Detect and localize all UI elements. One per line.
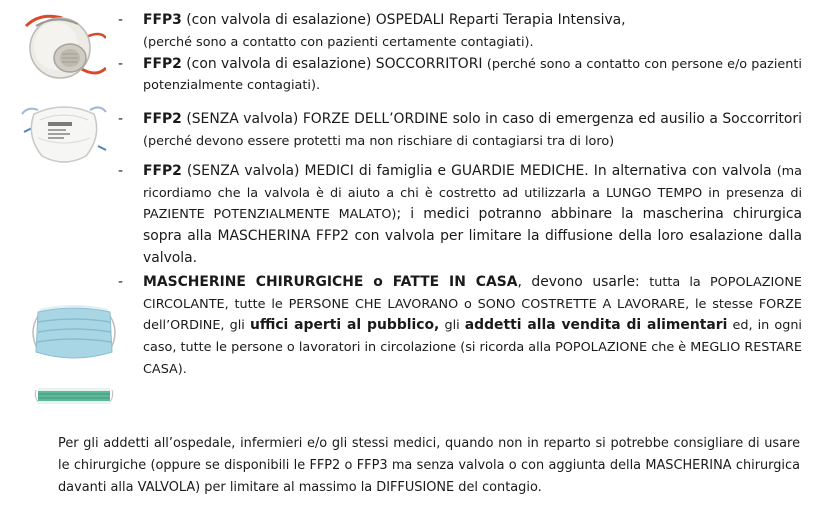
item-note-end: ed, in ogni caso, tutte le persone o lavoratori in circolazione (si ricorda alla POPOLAZIONE che è MEGLIO RESTARE CASA). (143, 318, 802, 377)
list-item-ffp2-valve (118, 54, 802, 98)
surgical-mask-folded-icon (34, 380, 114, 410)
item-text (143, 109, 802, 153)
item-note: tutta la POPOLAZIONE CIRCOLANTE, tutte le PERSONE CHE LAVORANO o SONO COSTRETTE A LAVORARE, le stesse FORZE dell’ORDINE, gli (143, 274, 802, 334)
item-note: (perché devono essere protetti ma non rischiare di contagiarsi tra di loro) (143, 133, 615, 149)
bullet-dash: - (118, 162, 124, 179)
highlight-offices: uffici aperti al pubblico, (249, 317, 440, 334)
mask-type: FFP3 (143, 12, 182, 28)
mask-type: FFP2 (143, 55, 182, 72)
mask-guideline-list (118, 10, 802, 381)
list-item-ffp3 (118, 10, 802, 54)
bullet-dash: - (118, 55, 124, 72)
list-item-ffp2-no-valve-police (118, 109, 802, 153)
item-description: , devono usarle: (517, 273, 650, 290)
item-description: (con valvola di esalazione) OSPEDALI Reparti Terapia Intensiva, (181, 12, 626, 28)
list-item-surgical-masks (118, 272, 802, 381)
bullet-dash: - (118, 273, 124, 290)
ffp3-respirator-with-valve-icon (22, 8, 106, 86)
item-description: (SENZA valvola) FORZE DELL’ORDINE solo in caso di emergenza ed ausilio a Soccorritori (181, 111, 802, 128)
item-note: (perché sono a contatto con persone e/o pazienti potenzialmente contagiati). (143, 56, 802, 94)
item-description-continued: ; i medici potranno abbinare la mascherina chirurgica sopra alla MASCHERINA FFP2 con valvola per limitare la diffusione della loro esalazione dalla valvola. (143, 206, 802, 266)
item-description: (con valvola di esalazione) SOCCORRITORI (181, 55, 487, 72)
bullet-dash: - (118, 12, 124, 28)
mask-type: MASCHERINE CHIRURGICHE o FATTE IN CASA (143, 273, 518, 290)
item-note: (ma ricordiamo che la valvola è di aiuto a chi è costretto ad utilizzarla a LUNGO TEMPO in presenza di PAZIENTE POTENZIALMENTE MALATO) (143, 163, 802, 223)
footer-note: Per gli addetti all’ospedale, infermieri e/o gli stessi medici, quando non in reparto si potrebbe consigliare di usare le chirurgiche (oppure se disponibili le FFP2 o FFP3 ma senza valvola o con aggiunta della MASCHERINA chirurgica davanti alla VALVOLA) per limitare al massimo la DIFFUSIONE del contagio. (58, 436, 800, 495)
mask-type: FFP2 (143, 111, 182, 128)
item-text (143, 161, 802, 270)
item-note-continued: gli (439, 318, 465, 334)
list-item-ffp2-no-valve-doctors (118, 161, 802, 270)
ffp2-respirator-icon (20, 98, 108, 166)
item-text (143, 10, 802, 54)
item-text (143, 54, 802, 98)
highlight-food-sellers: addetti alla vendita di alimentari (464, 317, 728, 334)
surgical-mask-icon (28, 302, 120, 364)
item-text (143, 272, 802, 381)
item-description: (SENZA valvola) MEDICI di famiglia e GUARDIE MEDICHE. In alternativa con valvola (181, 162, 777, 179)
bullet-dash: - (118, 111, 124, 128)
item-note: (perché sono a contatto con pazienti certamente contagiati). (143, 34, 534, 50)
mask-type: FFP2 (143, 162, 182, 179)
